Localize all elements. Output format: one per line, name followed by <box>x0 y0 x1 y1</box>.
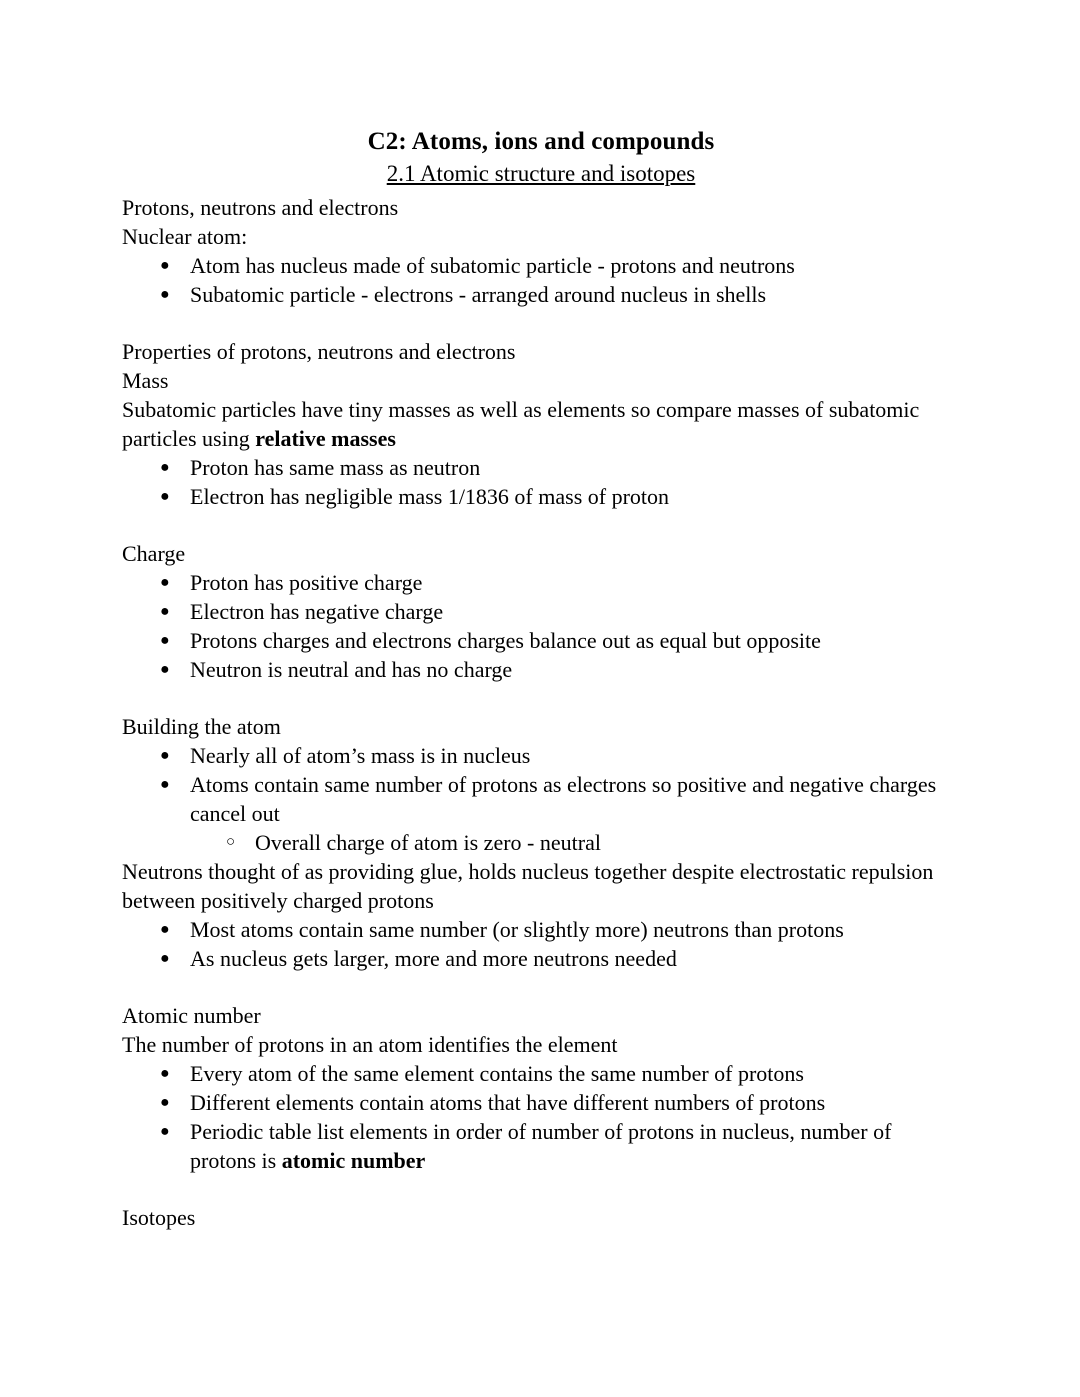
list-item-text: Subatomic particle - electrons - arranged around nucleus in shells <box>190 282 767 307</box>
section-gap <box>122 309 960 337</box>
page-subtitle-text: 2.1 Atomic structure and isotopes <box>386 161 696 186</box>
bullet-hollow-icon: ○ <box>226 834 236 850</box>
list-item <box>122 655 960 684</box>
list-item-text: Neutron is neutral and has no charge <box>190 657 513 682</box>
bullet-list-atomic-number <box>122 1059 960 1175</box>
bullet-filled-icon: ● <box>160 574 170 591</box>
list-item-text: Nearly all of atom’s mass is in nucleus <box>190 743 531 768</box>
bullet-filled-icon: ● <box>160 459 170 476</box>
bullet-filled-icon: ● <box>160 257 170 274</box>
list-item <box>122 1059 960 1088</box>
section-heading-building-the-atom: Building the atom <box>122 714 281 739</box>
section-heading-isotopes: Isotopes <box>122 1205 196 1230</box>
list-item <box>122 1117 960 1175</box>
section-gap <box>122 973 960 1001</box>
emphasis-atomic-number: atomic number <box>281 1148 426 1173</box>
bullet-filled-icon: ● <box>160 1123 170 1140</box>
list-item <box>122 482 960 511</box>
list-item <box>122 453 960 482</box>
list-item-text: Periodic table list elements in order of number of protons in nucleus, number of protons is <box>190 1119 892 1173</box>
list-item-text: Proton has positive charge <box>190 570 423 595</box>
bullet-list-building <box>122 741 960 828</box>
list-item <box>122 741 960 770</box>
list-item <box>122 770 960 828</box>
paragraph-text: Subatomic particles have tiny masses as well as elements so compare masses of subatomic particles using <box>122 397 920 451</box>
section-gap <box>122 684 960 712</box>
section-gap <box>122 511 960 539</box>
bullet-filled-icon: ● <box>160 1094 170 1111</box>
bullet-list-particles <box>122 251 960 309</box>
bullet-list-charge <box>122 568 960 684</box>
bullet-filled-icon: ● <box>160 747 170 764</box>
list-item <box>122 828 960 857</box>
section-gap <box>122 1175 960 1203</box>
list-item <box>122 280 960 309</box>
list-item-text: Most atoms contain same number (or slightly more) neutrons than protons <box>190 917 844 942</box>
subheading-mass: Mass <box>122 368 169 393</box>
list-item-text: Overall charge of atom is zero - neutral <box>255 830 601 855</box>
list-item-text: Proton has same mass as neutron <box>190 455 481 480</box>
list-item <box>122 944 960 973</box>
bullet-filled-icon: ● <box>160 286 170 303</box>
list-item <box>122 915 960 944</box>
bullet-list-mass <box>122 453 960 511</box>
page-title: C2: Atoms, ions and compounds <box>367 128 715 155</box>
list-item <box>122 626 960 655</box>
list-item-text: Different elements contain atoms that have different numbers of protons <box>190 1090 826 1115</box>
list-item-text: Electron has negative charge <box>190 599 444 624</box>
bullet-filled-icon: ● <box>160 603 170 620</box>
emphasis-relative-masses: relative masses <box>255 426 396 451</box>
bullet-filled-icon: ● <box>160 921 170 938</box>
paragraph-atomic-number-intro: The number of protons in an atom identifies the element <box>122 1032 618 1057</box>
list-item-text: As nucleus gets larger, more and more neutrons needed <box>190 946 677 971</box>
bullet-filled-icon: ● <box>160 488 170 505</box>
list-item-text: Atoms contain same number of protons as electrons so positive and negative charges cancel out <box>190 772 937 826</box>
list-item-text: Protons charges and electrons charges balance out as equal but opposite <box>190 628 821 653</box>
section-heading-charge: Charge <box>122 541 186 566</box>
paragraph-neutrons-glue: Neutrons thought of as providing glue, holds nucleus together despite electrostatic repulsion between positively charged protons <box>122 859 934 913</box>
subheading-nuclear-atom: Nuclear atom: <box>122 224 248 249</box>
list-item <box>122 568 960 597</box>
bullet-filled-icon: ● <box>160 950 170 967</box>
section-heading-atomic-number: Atomic number <box>122 1003 261 1028</box>
bullet-filled-icon: ● <box>160 632 170 649</box>
list-item-text: Atom has nucleus made of subatomic particle - protons and neutrons <box>190 253 795 278</box>
bullet-filled-icon: ● <box>160 661 170 678</box>
paragraph-relative-masses <box>122 395 944 453</box>
bullet-filled-icon: ● <box>160 776 170 793</box>
section-heading-particles: Protons, neutrons and electrons <box>122 195 399 220</box>
list-item <box>122 251 960 280</box>
list-item-text: Every atom of the same element contains the same number of protons <box>190 1061 804 1086</box>
page-subtitle <box>122 159 960 189</box>
list-item <box>122 597 960 626</box>
list-item <box>122 1088 960 1117</box>
bullet-filled-icon: ● <box>160 1065 170 1082</box>
list-item-text: Electron has negligible mass 1/1836 of mass of proton <box>190 484 670 509</box>
sub-bullet-list-building <box>122 828 960 857</box>
bullet-list-building-after <box>122 915 960 973</box>
section-heading-properties: Properties of protons, neutrons and electrons <box>122 339 516 364</box>
